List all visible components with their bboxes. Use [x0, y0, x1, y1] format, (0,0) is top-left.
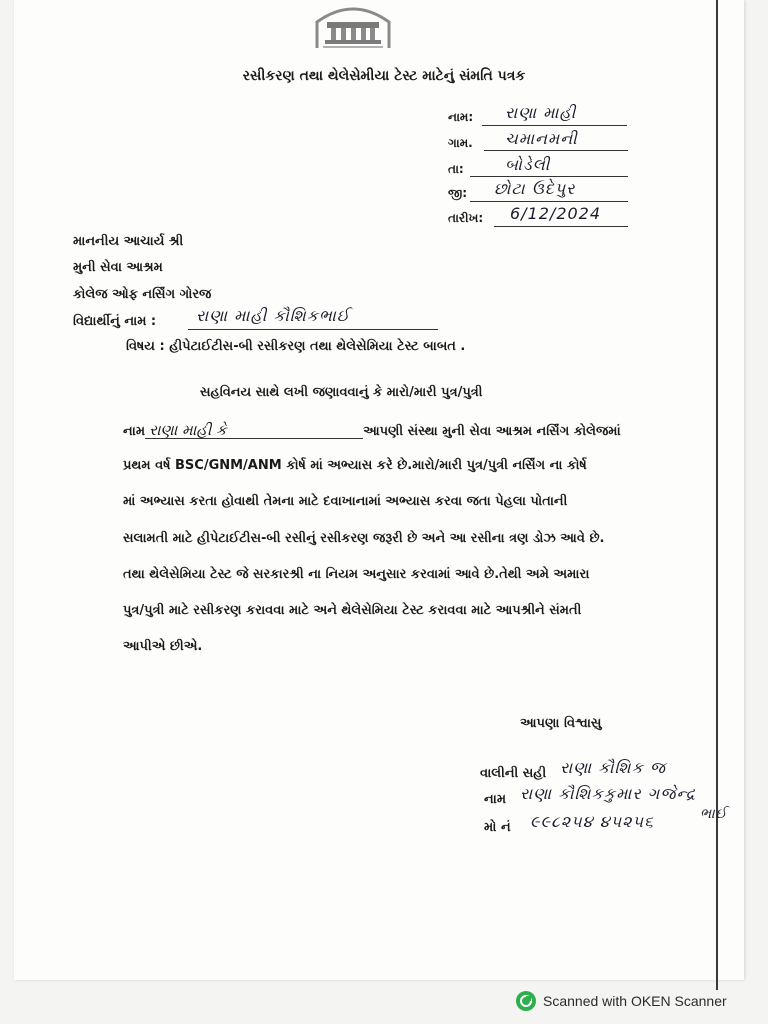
date-label: તારીખ: [448, 211, 484, 225]
body-line-8: આપીએ છીએ. [123, 639, 203, 654]
scanner-watermark [516, 990, 727, 1012]
scanner-watermark-text: Scanned with OKEN Scanner [543, 993, 727, 1009]
body-name-suffix: આપણી સંસ્થા મુની સેવા આશ્રમ નર્સિંગ કોલેજમાં [363, 424, 621, 439]
guardian-signature-label: વાલીની સહી [480, 766, 547, 781]
student-name-value: રાણા માહી કૌશિકભાઈ [196, 306, 351, 325]
subject-line: વિષય : હીપેટાઈટીસ-બી રસીકરણ તથા થેલેસેમિયા ટેસ્ટ બાબત . [126, 339, 466, 354]
document-title: રસીકરણ તથા થેલેસેમીયા ટેસ્ટ માટેનું સંમતિ પત્રક [242, 68, 526, 84]
guardian-name-label: નામ [484, 792, 507, 807]
taluka-value: બોડેલી [505, 155, 551, 174]
institute-logo [313, 0, 393, 52]
mobile-value: ૯૯૮૨૫૪ ૪૫૨૫૬ [530, 812, 654, 831]
name-label: નામ: [448, 110, 474, 124]
body-line-1: સહવિનય સાથે લખી જણાવવાનું કે મારો/મારી પુત્ર/પુત્રી [200, 385, 483, 400]
closing-text: આપણા વિશ્વાસુ [520, 716, 602, 731]
student-name-label: વિદ્યાર્થીનું નામ : [73, 314, 157, 329]
body-line-5: સલામતી માટે હીપેટાઈટીસ-બી રસીનું રસીકરણ જરૂરી છે અને આ રસીના ત્રણ ડોઝ આવે છે. [123, 531, 605, 546]
body-line-6: તથા થેલેસેમિયા ટેસ્ટ જે સરકારશ્રી ના નિયમ અનુસાર કરવામાં આવે છે.તેથી અમે અમારા [123, 567, 590, 582]
guardian-name-value-cont: ભાઈ [700, 806, 728, 822]
child-name-blank [145, 421, 363, 439]
date-value: 6/12/2024 [510, 204, 602, 223]
district-label: જી: [448, 186, 468, 200]
village-value: ચમાનમની [505, 129, 578, 148]
addressee-line-2: મુની સેવા આશ્રમ [73, 260, 163, 275]
document-page [14, 0, 744, 980]
village-label: ગામ. [448, 136, 473, 150]
taluka-label: તા: [448, 162, 464, 176]
child-name-value: રાણા માહી કે [149, 421, 227, 439]
body-line-3: પ્રથમ વર્ષ BSC/GNM/ANM કોર્ષ માં અભ્યાસ કરે છે.મારો/મારી પુત્ર/પુત્રી નર્સિંગ ના કોર્ષ [123, 458, 587, 473]
body-line-7: પુત્ર/પુત્રી માટે રસીકરણ કરાવવા માટે અને થેલેસેમિયા ટેસ્ટ કરાવવા માટે આપશ્રીને સંમતી [123, 603, 582, 618]
body-line-2 [123, 421, 663, 439]
name-value: રાણા માહી [505, 103, 577, 122]
guardian-name-value: રાણા કૌશિકકુમાર ગજેન્દ્ર [520, 784, 696, 803]
mobile-label: મો નં [484, 820, 511, 835]
addressee-line-1: માનનીય આચાર્ય શ્રી [73, 234, 184, 249]
body-line-4: માં અભ્યાસ કરતા હોવાથી તેમના માટે દવાખાનામાં અભ્યાસ કરવા જતા પેહલા પોતાની [123, 494, 568, 509]
oken-scanner-icon [516, 991, 536, 1011]
body-name-prefix: નામ [123, 424, 146, 439]
addressee-line-3: કોલેજ ઓફ નર્સિંગ ગોરજ [73, 287, 212, 302]
district-value: છોટા ઉદેપુર [494, 179, 576, 198]
scan-edge-line [716, 0, 718, 990]
guardian-signature-value: રાણા કૌશિક જ [560, 758, 667, 777]
